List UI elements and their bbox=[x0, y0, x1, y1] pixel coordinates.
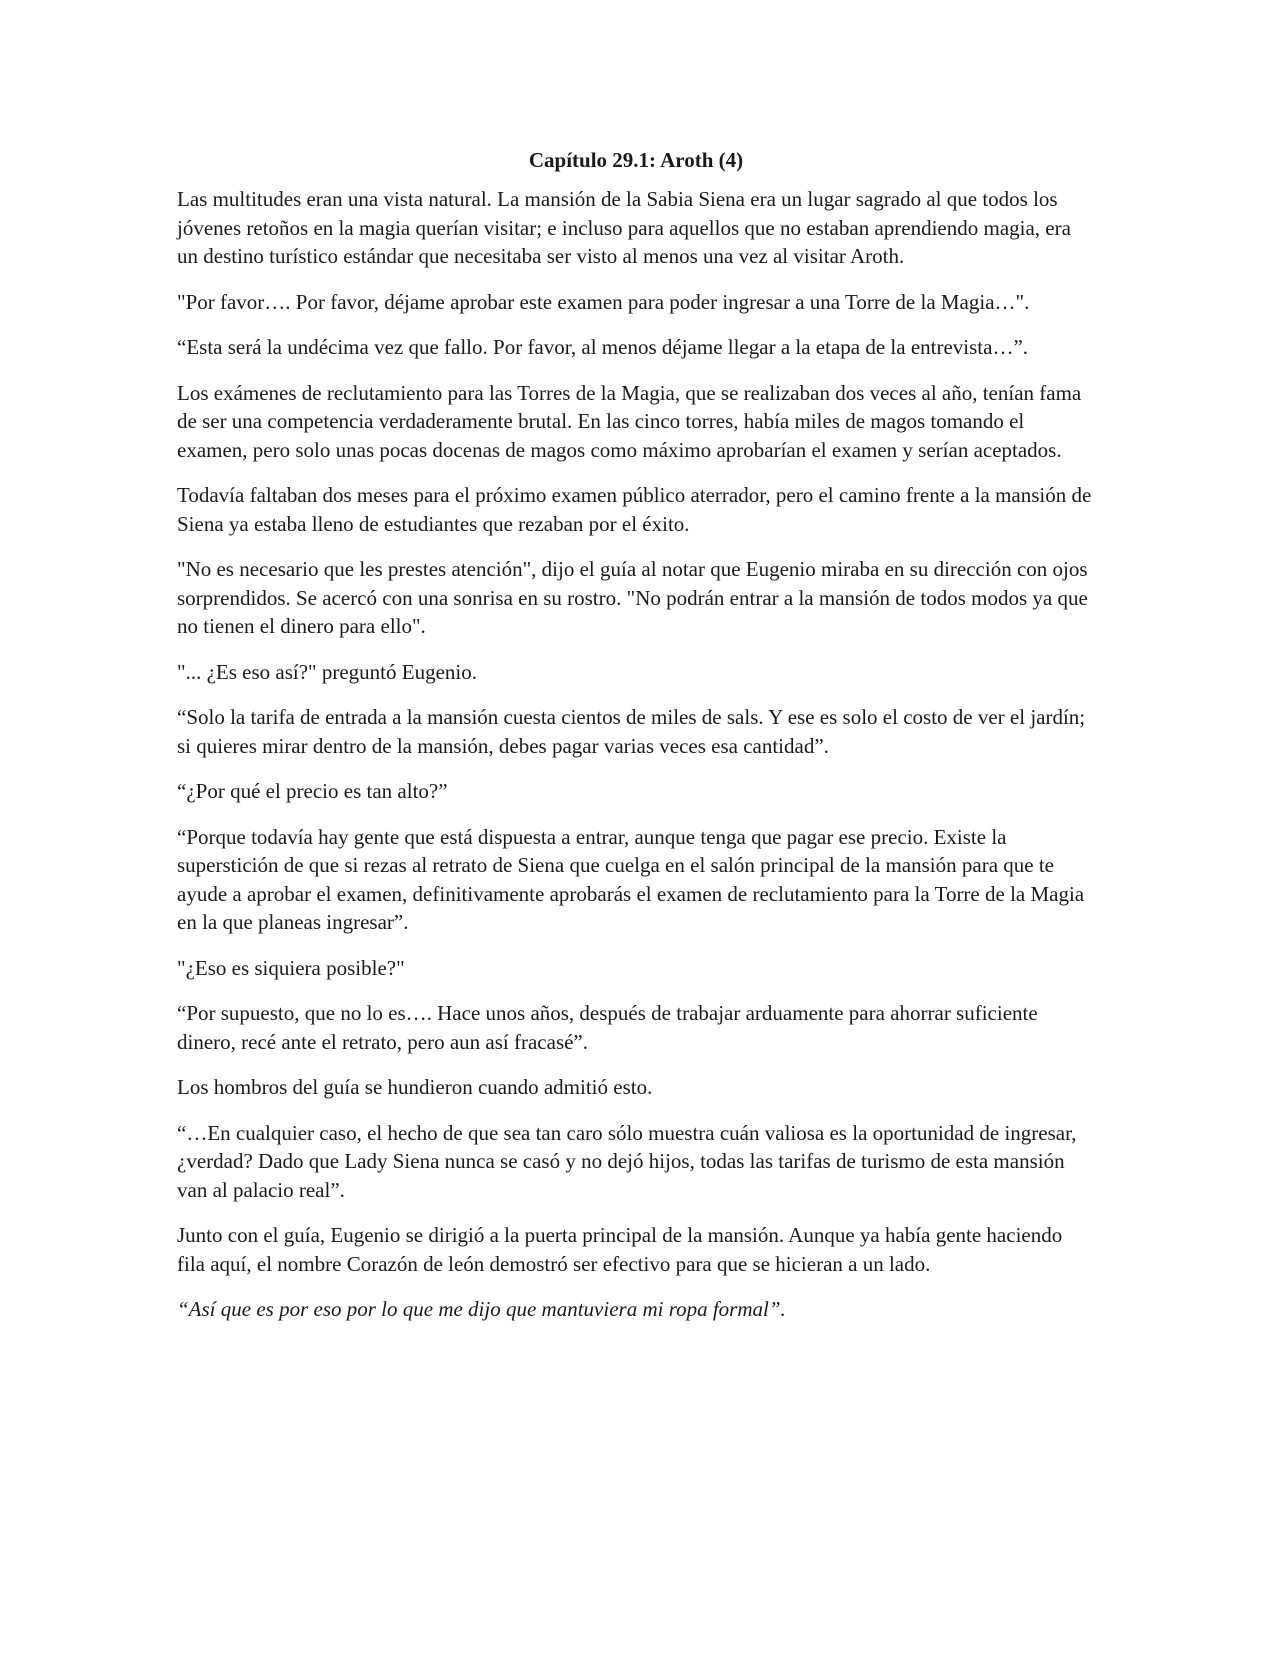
paragraph-9: “¿Por qué el precio es tan alto?” bbox=[177, 779, 448, 803]
paragraph-8: “Solo la tarifa de entrada a la mansión cuesta cientos de miles de sals. Y ese es solo el costo de ver el jardín; si quieres mirar dentro de la mansión, debes pagar varias veces esa cantidad”. bbox=[177, 705, 1086, 758]
paragraph-15: Junto con el guía, Eugenio se dirigió a la puerta principal de la mansión. Aunque ya había gente haciendo fila aquí, el nombre Corazón de león demostró ser efectivo para que se hicieran a un lado. bbox=[177, 1223, 1063, 1276]
paragraph-11: "¿Eso es siquiera posible?" bbox=[177, 955, 405, 980]
paragraph-10: “Porque todavía hay gente que está dispuesta a entrar, aunque tenga que pagar ese precio. Existe la superstición de que si rezas al retrato de Siena que cuelga en el salón principal de la mansión para que te ayude a aprobar el examen, definitivamente aprobarás el examen de reclutamiento para la Torre de la Magia en la que planeas ingresar”. bbox=[177, 824, 1085, 934]
paragraph-6: "No es necesario que les prestes atención", dijo el guía al notar que Eugenio miraba en su dirección con ojos sorprendidos. Se acercó con una sonrisa en su rostro. "No podrán entrar a la mansión de todos modos ya que no tienen el dinero para ello". bbox=[177, 557, 1088, 638]
paragraph-13: Los hombros del guía se hundieron cuando admitió esto. bbox=[177, 1075, 653, 1099]
document-body bbox=[177, 185, 1095, 1324]
paragraph-5: Todavía faltaban dos meses para el próximo examen público aterrador, pero el camino frente a la mansión de Siena ya estaba lleno de estudiantes que rezaban por el éxito. bbox=[177, 483, 1092, 536]
paragraph-4: Los exámenes de reclutamiento para las Torres de la Magia, que se realizaban dos veces al año, tenían fama de ser una competencia verdaderamente brutal. En las cinco torres, había miles de magos tomando el examen, pero solo unas pocas docenas de magos como máximo aprobarían el examen y serían aceptados. bbox=[177, 380, 1082, 462]
paragraph-1: Las multitudes eran una vista natural. La mansión de la Sabia Siena era un lugar sagrado al que todos los jóvenes retoños en la magia querían visitar; e incluso para aquellos que no estaban aprendiendo magia, era un destino turístico estándar que necesitaba ser visto al menos una vez al visitar Aroth. bbox=[177, 187, 1071, 268]
paragraph-7: "... ¿Es eso así?" preguntó Eugenio. bbox=[177, 659, 477, 684]
document-page bbox=[177, 146, 1095, 1341]
paragraph-2: "Por favor…. Por favor, déjame aprobar este examen para poder ingresar a una Torre de la Magia…". bbox=[177, 289, 1030, 314]
paragraph-3: “Esta será la undécima vez que fallo. Por favor, al menos déjame llegar a la etapa de la entrevista…”. bbox=[177, 335, 1029, 359]
chapter-title: Capítulo 29.1: Aroth (4) bbox=[528, 148, 744, 172]
paragraph-12: “Por supuesto, que no lo es…. Hace unos años, después de trabajar arduamente para ahorrar suficiente dinero, recé ante el retrato, pero aun así fracasé”. bbox=[177, 1001, 1038, 1054]
paragraph-16: “Así que es por eso por lo que me dijo que mantuviera mi ropa formal”. bbox=[177, 1297, 786, 1321]
paragraph-14: “…En cualquier caso, el hecho de que sea tan caro sólo muestra cuán valiosa es la oportunidad de ingresar, ¿verdad? Dado que Lady Siena nunca se casó y no dejó hijos, todas las tarifas de turismo de esta mansión van al palacio real”. bbox=[177, 1120, 1077, 1202]
